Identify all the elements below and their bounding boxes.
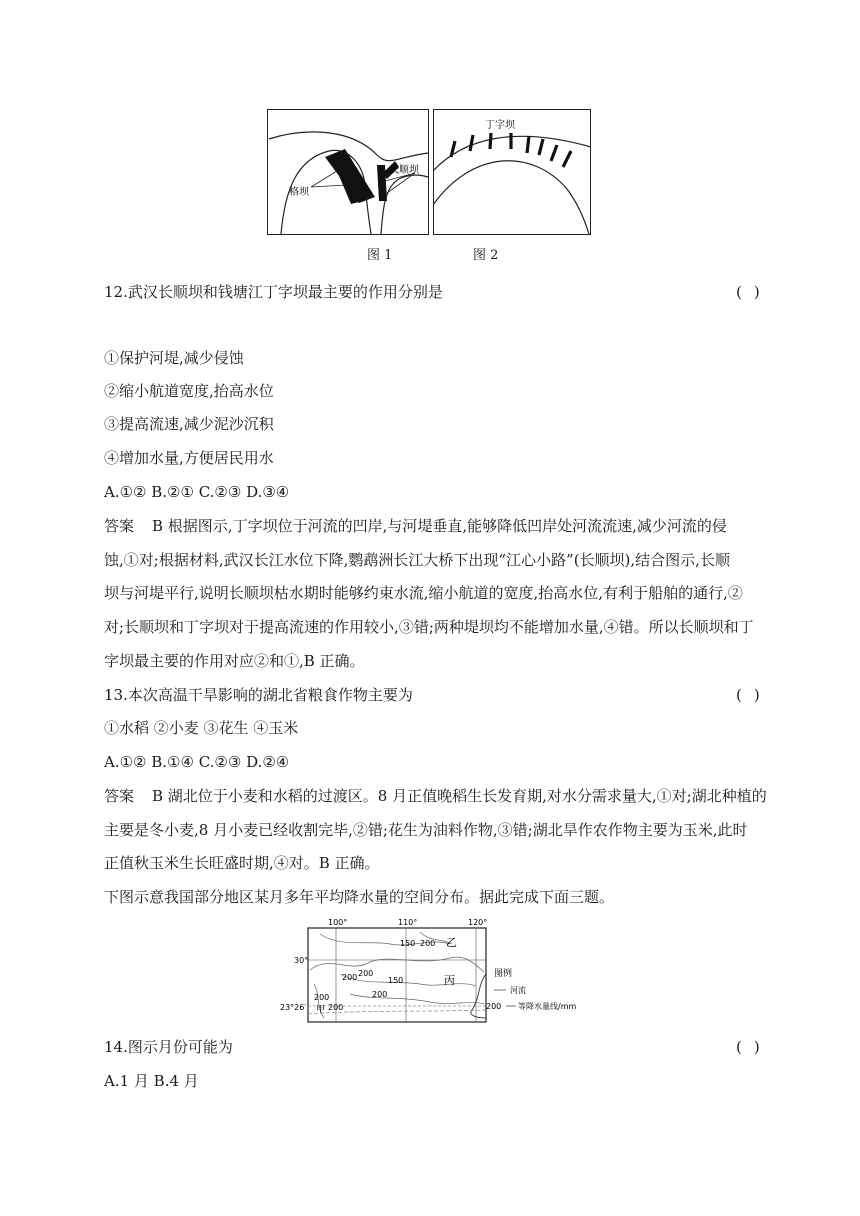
contour-label-8: 200 — [328, 1003, 344, 1012]
q13-answer-line-3: 正值秋玉米生长旺盛时期,④对。B 正确。 — [104, 854, 380, 872]
place-label-bing: 丙 — [444, 974, 455, 987]
contour-label-1: 200 — [358, 969, 374, 978]
contour-label-3: 200 — [420, 939, 436, 948]
lat-label-30: 30° — [294, 956, 309, 965]
q12-answer-line-3: 坝与河堤平行,说明长顺坝枯水期时能够约束水流,缩小航道的宽度,抬高水位,有利于船舶的通行,② — [104, 584, 743, 602]
contour-label-4: 200 — [342, 973, 358, 982]
q13-answer-line-2: 主要是冬小麦,8 月小麦已经收割完毕,②错;花生为油料作物,③错;湖北旱作农作物主要为玉米,此时 — [104, 821, 748, 839]
q12-choices: A.①② B.②① C.②③ D.③④ — [104, 483, 290, 501]
q13-answer-label: 答案 — [104, 787, 135, 805]
precipitation-map — [280, 914, 590, 1026]
figure-2-diagram — [433, 109, 591, 235]
map-legend — [486, 967, 576, 1011]
q12-answer-text-1: B 根据图示,丁字坝位于河流的凹岸,与河堤垂直,能够降低凹岸处河流流速,减少河流的侵 — [152, 517, 727, 535]
place-label-jia: 甲 — [316, 1005, 326, 1015]
contour-label-2: 150 — [400, 939, 416, 948]
figure-1-diagram — [267, 109, 429, 235]
lon-label-110: 110° — [398, 918, 418, 927]
q13-stem: 13.本次高温干旱影响的湖北省粮食作物主要为 — [104, 686, 413, 704]
place-label-yi: 乙 — [446, 936, 457, 949]
q14-stem: 14.图示月份可能为 — [104, 1038, 233, 1056]
lat-label-2326: 23°26′ — [280, 1003, 307, 1012]
q13-choices: A.①② B.①④ C.②③ D.②④ — [104, 753, 290, 771]
q12-stem: 12.武汉长顺坝和钱塘江丁字坝最主要的作用分别是 — [104, 283, 443, 301]
q12-answer-label: 答案 — [104, 517, 135, 535]
q13-answer-text-1: B 湖北位于小麦和水稻的过渡区。8 月正值晚稻生长发育期,对水分需求量大,①对;湖北种植的 — [152, 787, 767, 805]
q12-answer-line-2: 蚀,①对;根据材料,武汉长江水位下降,鹦鹉洲长江大桥下出现“江心小路”(长顺坝),结合图示,长顺 — [104, 551, 730, 569]
q13-options: ①水稻 ②小麦 ③花生 ④玉米 — [104, 719, 299, 737]
lon-label-120: 120° — [468, 918, 488, 927]
q12-answer-line-1 — [104, 516, 727, 536]
legend-river: 河流 — [510, 986, 526, 995]
q12-answer-blank: () — [736, 283, 772, 301]
q12-option-4: ④增加水量,方便居民用水 — [104, 449, 274, 467]
q14-choices: A.1 月 B.4 月 — [104, 1072, 199, 1090]
map-intro: 下图示意我国部分地区某月多年平均降水量的空间分布。据此完成下面三题。 — [104, 888, 615, 906]
legend-isohyet-value: 200 — [486, 1002, 502, 1011]
q12-answer-line-5: 字坝最主要的作用对应②和①,B 正确。 — [104, 652, 365, 670]
contour-label-7: 200 — [314, 993, 330, 1002]
gebo-label: 格坝 — [289, 187, 309, 198]
legend-isohyet: 等降水量线/mm — [518, 1002, 577, 1011]
lon-label-100: 100° — [328, 918, 348, 927]
contour-label-6: 200 — [372, 990, 388, 999]
q12-option-2: ②缩小航道宽度,抬高水位 — [104, 382, 274, 400]
q14-answer-blank: () — [736, 1038, 772, 1056]
legend-title: 图例 — [494, 969, 513, 979]
q12-answer-line-4: 对;长顺坝和丁字坝对于提高流速的作用较小,③错;两种堤坝均不能增加水量,④错。所以长顺坝和丁 — [104, 618, 754, 636]
figure-1-caption: 图 1 — [367, 248, 393, 263]
dingziba-label: 丁字坝 — [485, 120, 515, 131]
q12-option-1: ①保护河堤,减少侵蚀 — [104, 349, 244, 367]
q12-option-3: ③提高流速,减少泥沙沉积 — [104, 415, 274, 433]
figure-2-caption: 图 2 — [473, 248, 499, 263]
changshunba-label: 长顺坝 — [389, 165, 419, 176]
q13-answer-blank: () — [736, 686, 772, 704]
q13-answer-line-1 — [104, 786, 767, 806]
contour-label-5: 150 — [388, 976, 404, 985]
